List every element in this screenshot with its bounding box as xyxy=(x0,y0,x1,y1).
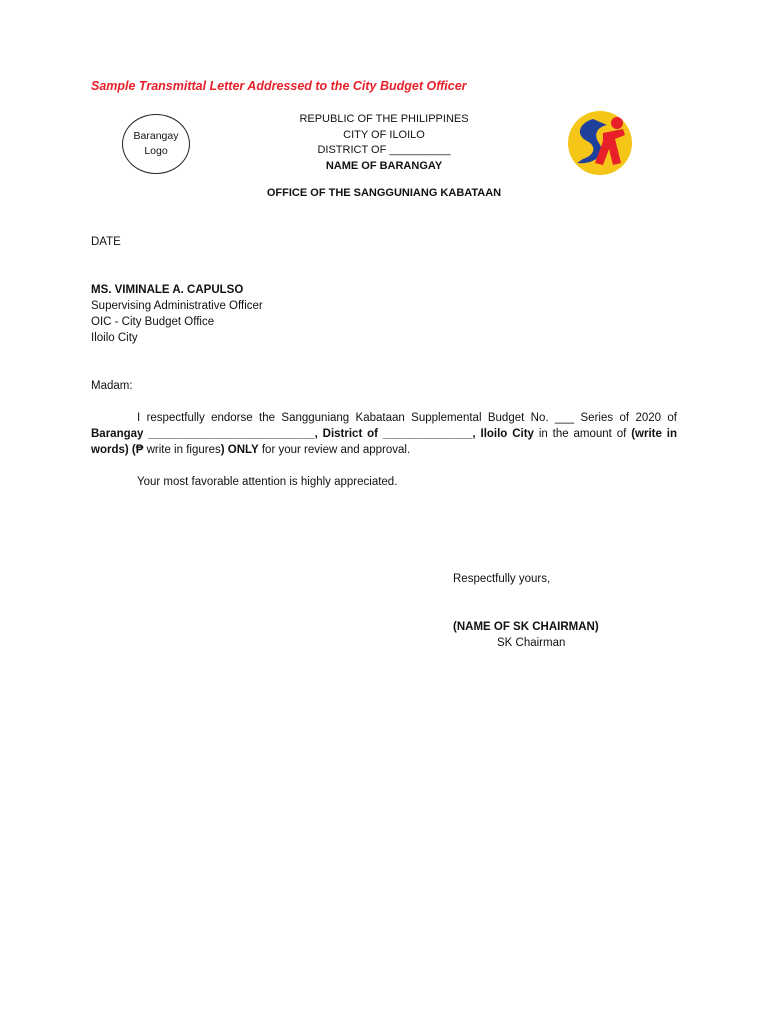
letterhead xyxy=(250,112,518,174)
barangay-logo-line2: Logo xyxy=(144,145,168,157)
signatory-name: (NAME OF SK CHAIRMAN) xyxy=(453,621,599,633)
addressee-position: Supervising Administrative Officer xyxy=(91,300,263,312)
salutation: Madam: xyxy=(91,380,133,392)
addressee-office: OIC - City Budget Office xyxy=(91,316,215,328)
header-city: CITY OF ILOILO xyxy=(343,128,425,141)
body-text: for your review and approval. xyxy=(258,444,411,456)
header-republic: REPUBLIC OF THE PHILIPPINES xyxy=(299,113,469,125)
addressee-city: Iloilo City xyxy=(91,332,138,344)
addressee-name: MS. VIMINALE A. CAPULSO xyxy=(91,284,244,296)
office-title: OFFICE OF THE SANGGUNIANG KABATAAN xyxy=(266,187,502,199)
body-barangay-district: Barangay __________________________, District of ______________, Iloilo City xyxy=(91,428,534,440)
body-only: ) ONLY xyxy=(220,444,259,456)
body-text: I respectfully endorse the Sangguniang Kabataan Supplemental Budget No. ___ Series of 2020 of xyxy=(137,412,677,424)
barangay-logo-line1: Barangay xyxy=(133,130,179,142)
header-barangay: NAME OF BARANGAY xyxy=(325,159,443,172)
body-text: in the amount of xyxy=(533,428,632,440)
body-paragraph-1 xyxy=(91,410,677,458)
header-district: DISTRICT OF __________ xyxy=(317,144,451,156)
signatory-title: SK Chairman xyxy=(497,637,566,649)
body-amount-words: (write in words) (₱ xyxy=(91,428,677,456)
sample-title: Sample Transmittal Letter Addressed to the City Budget Officer xyxy=(91,79,467,93)
closing: Respectfully yours, xyxy=(453,573,551,585)
date-label: DATE xyxy=(91,236,121,248)
body-amount-figures: write in figures xyxy=(143,444,221,456)
body-paragraph-2: Your most favorable attention is highly appreciated. xyxy=(137,476,398,488)
sk-logo-icon xyxy=(567,103,633,183)
addressee-block xyxy=(91,282,263,346)
barangay-logo-placeholder xyxy=(122,114,190,174)
